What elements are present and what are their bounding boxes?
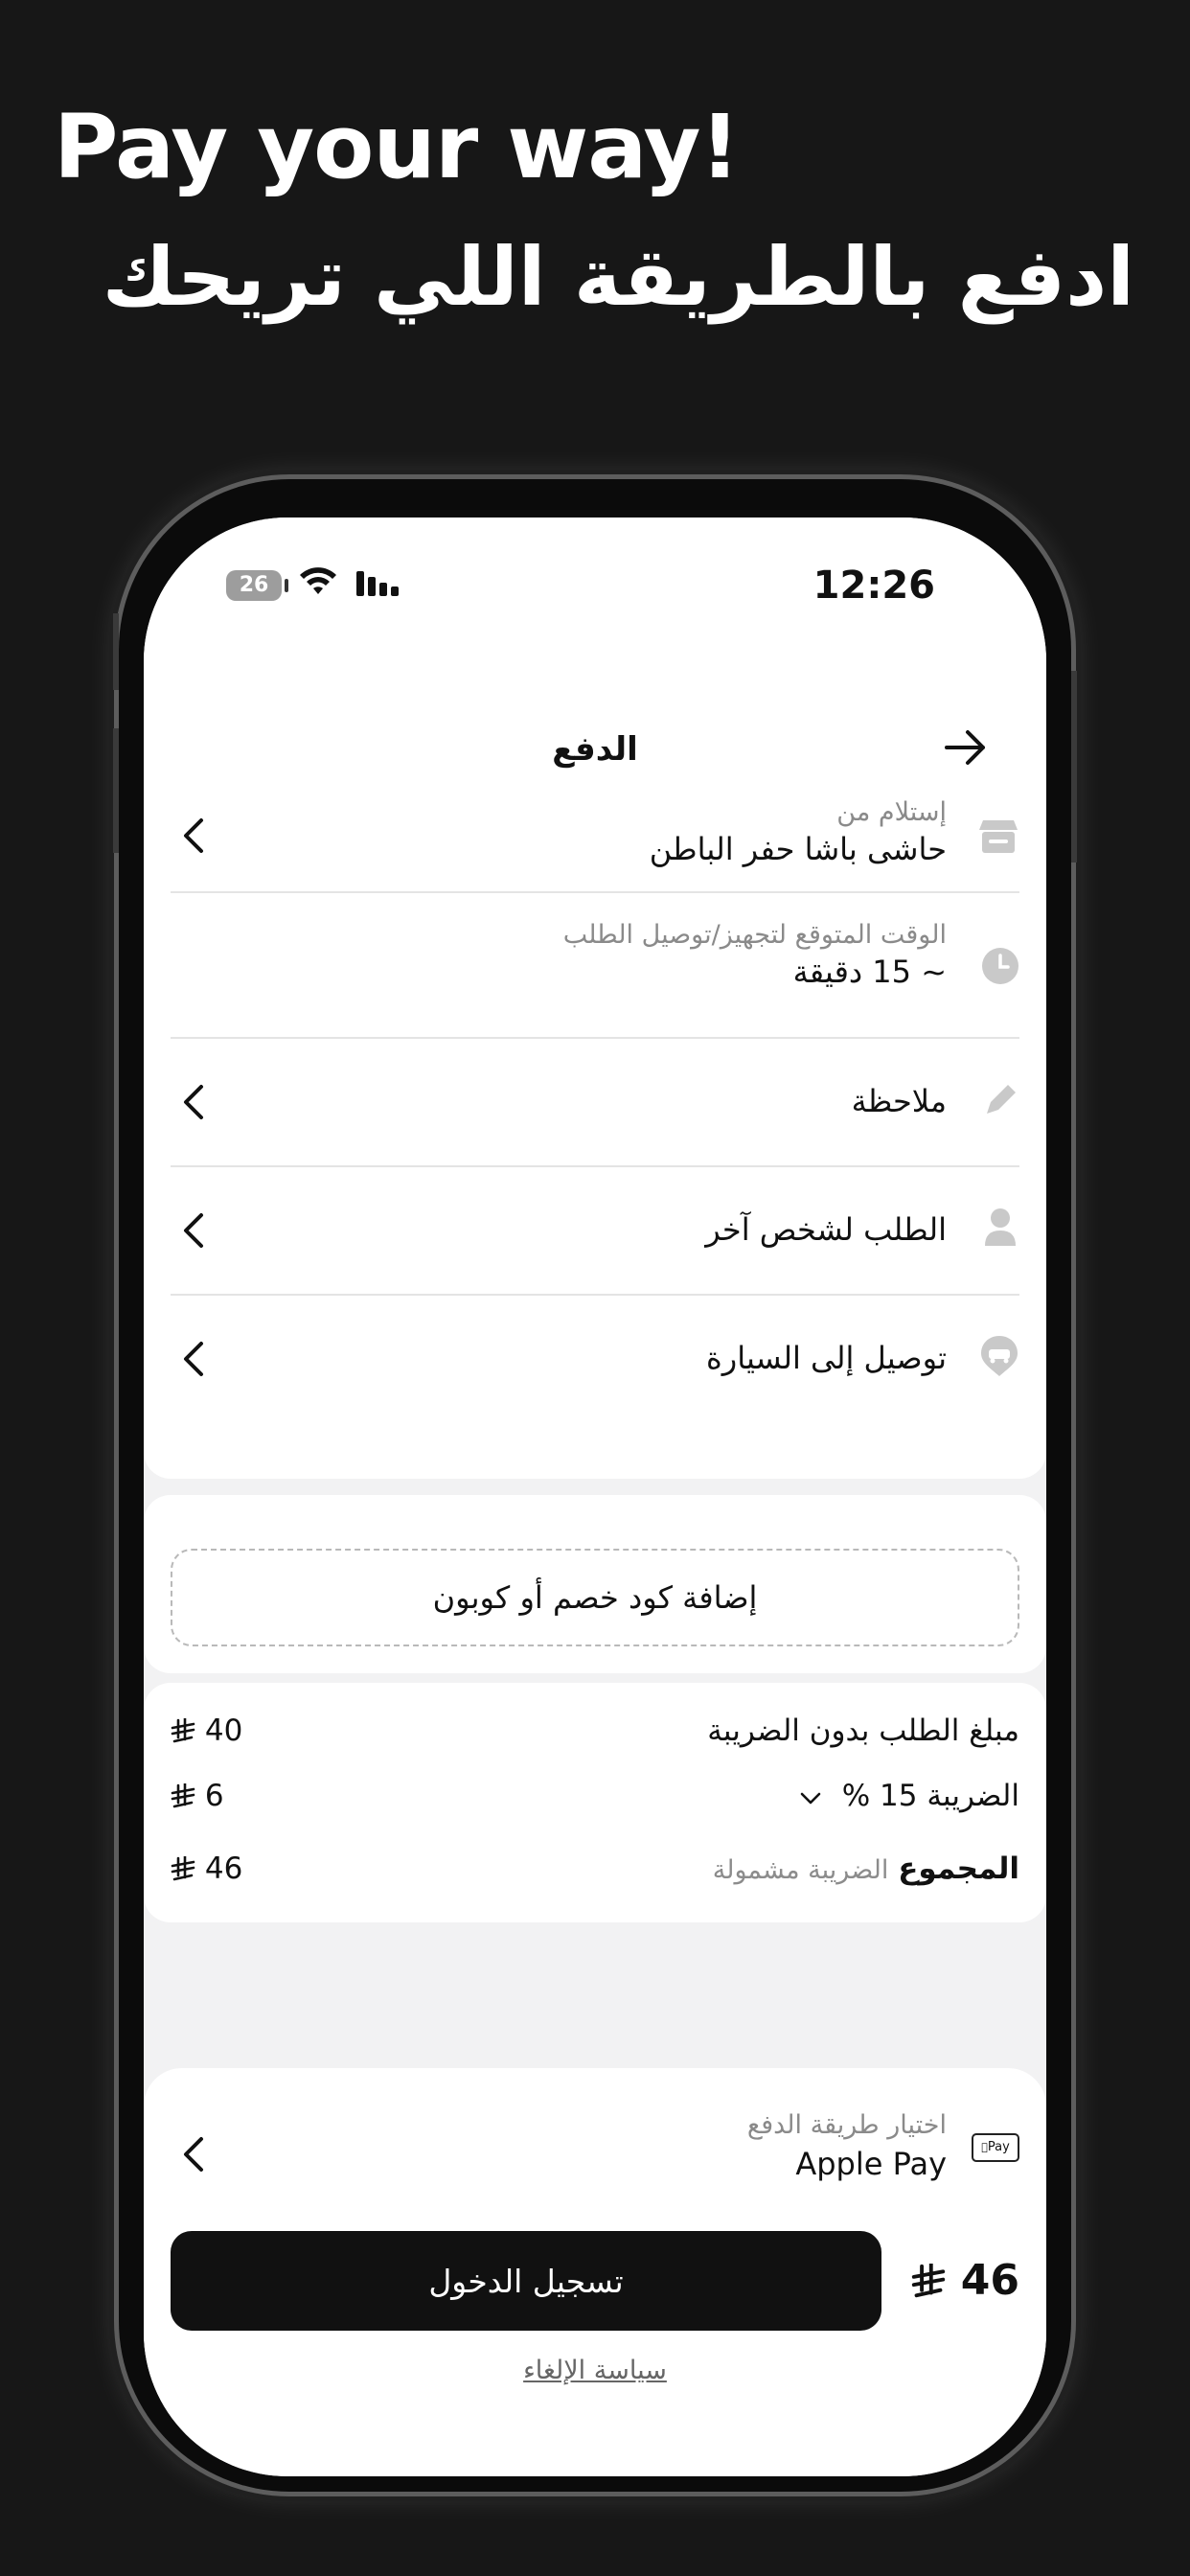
page-title: الدفع <box>552 730 638 769</box>
apple-pay-icon <box>972 2133 1019 2162</box>
car-delivery-label: توصيل إلى السيارة <box>706 1340 947 1376</box>
chevron-left-icon[interactable] <box>182 1340 205 1378</box>
clock-icon <box>981 947 1019 985</box>
person-icon <box>981 1208 1019 1248</box>
status-time: 12:26 <box>812 564 935 608</box>
total-row <box>171 1852 1019 1899</box>
pickup-row[interactable] <box>171 776 1019 893</box>
car-delivery-row[interactable] <box>171 1296 1019 1422</box>
login-button[interactable]: تسجيل الدخول <box>171 2231 881 2331</box>
riyal-icon <box>171 1718 195 1743</box>
chevron-down-icon[interactable] <box>800 1792 821 1806</box>
chevron-left-icon[interactable] <box>182 816 205 855</box>
arrow-right-icon[interactable] <box>943 728 989 767</box>
phone-screen <box>144 518 1046 2476</box>
coupon-card <box>144 1495 1046 1673</box>
chevron-left-icon[interactable] <box>182 1083 205 1121</box>
phone-side-button <box>113 613 119 690</box>
subtotal-row <box>171 1714 1019 1761</box>
eta-row <box>171 893 1019 1039</box>
other-person-label: الطلب لشخص آخر <box>705 1211 947 1248</box>
order-summary-card <box>144 1683 1046 1922</box>
wifi-icon <box>297 564 339 598</box>
status-bar <box>144 518 1046 652</box>
subtotal-label: مبلغ الطلب بدون الضريبة <box>707 1714 1019 1748</box>
store-icon <box>977 815 1019 857</box>
battery-icon: 26 <box>226 570 282 601</box>
phone-side-button <box>113 728 119 853</box>
other-person-row[interactable] <box>171 1167 1019 1296</box>
pickup-value: حاشى باشا حفر الباطن <box>649 831 947 867</box>
payment-method-value: Apple Pay <box>795 2146 947 2182</box>
pickup-label: إستلام من <box>836 797 947 827</box>
checkout-sheet <box>144 2068 1046 2476</box>
hero-title-ar: ادفع بالطريقة اللي تريحك <box>102 230 1134 324</box>
eta-value: ~ 15 دقيقة <box>792 954 947 990</box>
subtotal-value: 40 <box>204 1714 243 1748</box>
hero-title-en: Pay your way! <box>54 96 740 198</box>
riyal-icon <box>171 1783 195 1808</box>
riyal-icon <box>911 2264 946 2298</box>
pencil-icon <box>981 1081 1019 1119</box>
footer-total-value: 46 <box>960 2256 1019 2305</box>
tax-value: 6 <box>204 1779 224 1813</box>
payment-label: اختيار طريقة الدفع <box>746 2110 947 2140</box>
phone-side-button <box>1071 671 1077 862</box>
tax-label: الضريبة 15 % <box>841 1779 1019 1813</box>
apple-pay-badge-text: Pay <box>984 2140 1007 2154</box>
payment-method-row[interactable] <box>171 2097 1019 2202</box>
chevron-left-icon[interactable] <box>182 2135 205 2174</box>
eta-label: الوقت المتوقع لتجهيز/توصيل الطلب <box>562 920 947 950</box>
footer-total <box>911 2256 1019 2305</box>
car-icon <box>979 1334 1019 1378</box>
add-coupon-button[interactable]: إضافة كود خصم أو كوبون <box>171 1549 1019 1646</box>
total-value: 46 <box>204 1852 243 1886</box>
order-details-card <box>144 652 1046 1479</box>
cancel-policy-link[interactable]: سياسة الإلغاء <box>523 2356 667 2385</box>
signal-icon <box>356 567 400 598</box>
total-note: الضريبة مشمولة <box>712 1855 889 1885</box>
chevron-left-icon[interactable] <box>182 1211 205 1250</box>
tax-row[interactable] <box>171 1779 1019 1827</box>
note-row[interactable] <box>171 1039 1019 1167</box>
total-label: المجموع <box>898 1852 1019 1886</box>
riyal-icon <box>171 1856 195 1881</box>
note-label: ملاحظة <box>851 1083 947 1119</box>
